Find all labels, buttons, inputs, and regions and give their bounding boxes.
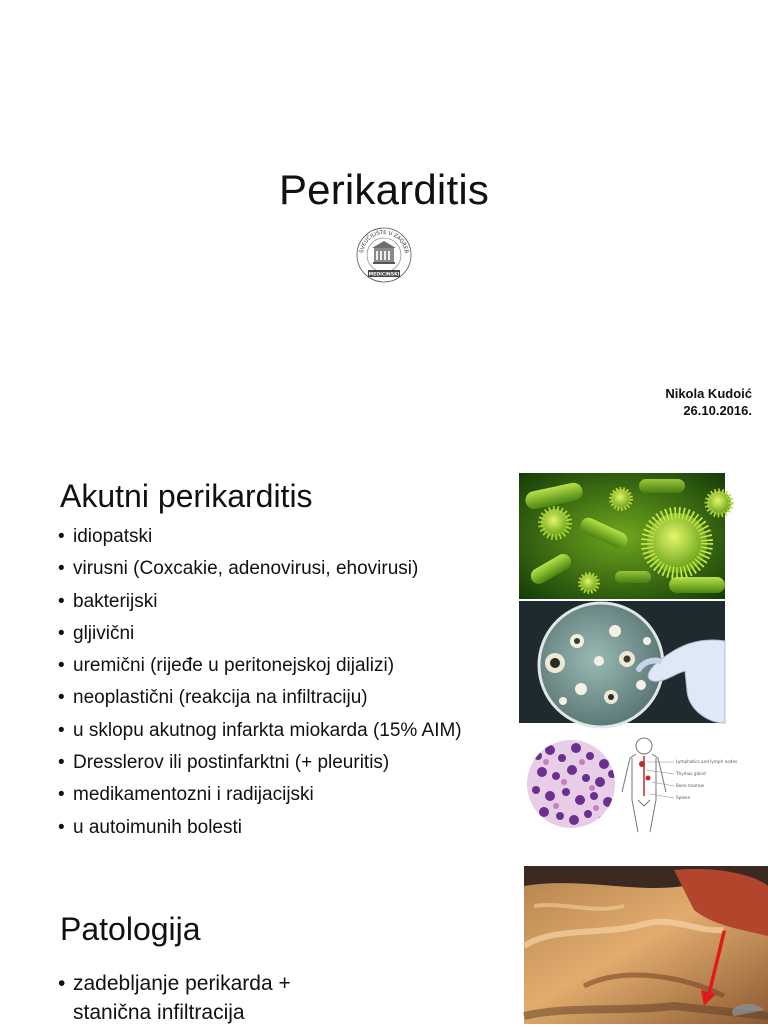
petri-dish-photo [519,601,725,723]
list-item: • idiopatski [58,521,462,553]
svg-text:MEDICINSKI: MEDICINSKI [368,272,400,278]
diagram-label: Bone marrow [676,783,704,788]
presentation-date: 26.10.2016. [683,403,752,418]
pathology-slide [0,870,768,1024]
list-item: • uremični (rijeđe u peritonejskoj dijalizi) [58,650,462,682]
virus-illustration [519,473,725,599]
autopsy-photo [524,866,768,1024]
slide-title: Patologija [60,911,201,947]
list-item: • medikamentozni i radijacijski [58,779,462,811]
list-item: • virusni (Coxcakie, adenovirusi, ehovirusi) [58,553,462,585]
diagram-label: Thymus gland [676,771,706,776]
list-item: • bakterijski [58,586,462,618]
title-slide [0,0,768,455]
presentation-title: Perikarditis [278,166,490,213]
author-block [665,385,752,419]
list-item: • u sklopu akutnog infarkta miokarda (15% AIM) [58,715,462,747]
list-item: • Dresslerov ili postinfarktni (+ pleuritis) [58,747,462,779]
pathology-list [58,969,291,1027]
acute-pericarditis-slide [0,455,768,870]
list-item: • neoplastični (reakcija na infiltraciju) [58,682,462,714]
svg-text:SVEUČILIŠTE U ZAGREBU: SVEUČILIŠTE U ZAGREB [359,229,409,254]
diagram-label: Spleen [676,795,691,800]
list-item: • u autoimunih bolesti [58,812,462,844]
university-seal-icon [355,226,413,284]
list-item: • zadebljanje perikarda + stanična infiltracija [58,969,291,1027]
blood-smear-lymph-diagram [526,736,738,832]
cause-list [58,521,462,844]
diagram-label: Lymphatics and lymph nodes [676,759,738,764]
slide-title: Akutni perikarditis [60,478,313,514]
author-name: Nikola Kudoić [665,386,752,401]
list-item: • gljivični [58,618,462,650]
